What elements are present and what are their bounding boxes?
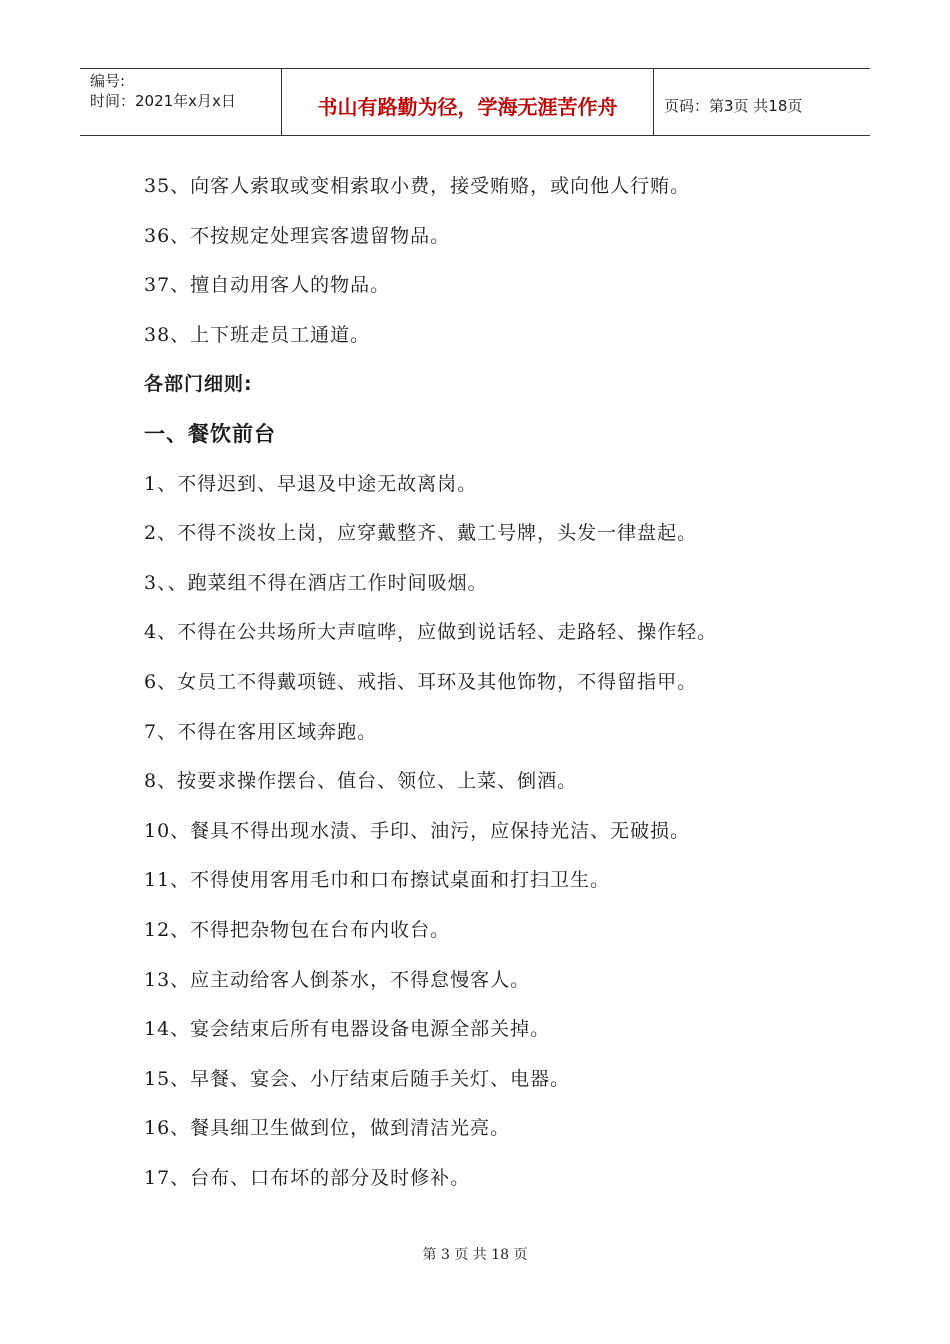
page-footer: 第 3 页 共 18 页 [422, 1247, 528, 1263]
list-item: 4、不得在公共场所大声喧哗，应做到说话轻、走路轻、操作轻。 [144, 621, 718, 644]
header-table [80, 68, 870, 136]
list-item: 36、不按规定处理宾客遗留物品。 [144, 224, 451, 247]
list-item: 13、应主动给客人倒茶水，不得怠慢客人。 [144, 968, 531, 991]
list-item: 1、不得迟到、早退及中途无故离岗。 [144, 472, 478, 495]
list-item: 15、早餐、宴会、小厅结束后随手关灯、电器。 [144, 1067, 571, 1090]
list-item: 2、不得不淡妆上岗，应穿戴整齐、戴工号牌，头发一律盘起。 [144, 522, 698, 545]
list-item: 12、不得把杂物包在台布内收台。 [144, 918, 451, 941]
section-heading: 各部门细则: [144, 373, 253, 396]
list-item: 6、女员工不得戴项链、戒指、耳环及其他饰物，不得留指甲。 [144, 670, 698, 693]
list-item: 37、擅自动用客人的物品。 [144, 274, 391, 297]
header-motto: 书山有路勤为径，学海无涯苦作舟 [282, 69, 654, 135]
list-item: 7、不得在客用区域奔跑。 [144, 720, 378, 743]
section-heading: 一、餐饮前台 [144, 421, 276, 446]
list-item: 35、向客人索取或变相索取小费，接受贿赂，或向他人行贿。 [144, 175, 691, 197]
list-item: 38、上下班走员工通道。 [144, 323, 371, 346]
list-item: 3、、跑菜组不得在酒店工作时间吸烟。 [144, 571, 488, 594]
header-page-info: 页码：第3页 共18页 [664, 96, 803, 115]
list-item: 14、宴会结束后所有电器设备电源全部关掉。 [144, 1018, 551, 1041]
header-meta [80, 69, 282, 135]
list-item: 17、台布、口布坏的部分及时修补。 [144, 1166, 471, 1189]
document-time: 时间：2021年x月x日 [90, 92, 236, 110]
list-item: 8、按要求操作摆台、值台、领位、上菜、倒酒。 [144, 770, 578, 793]
list-item: 11、不得使用客用毛巾和口布擦试桌面和打扫卫生。 [144, 869, 611, 892]
document-number: 编号: [90, 72, 126, 90]
list-item: 10、餐具不得出现水渍、手印、油污，应保持光洁、无破损。 [144, 819, 691, 842]
list-item: 16、餐具细卫生做到位，做到清洁光亮。 [144, 1117, 511, 1140]
document-body [144, 168, 844, 1209]
